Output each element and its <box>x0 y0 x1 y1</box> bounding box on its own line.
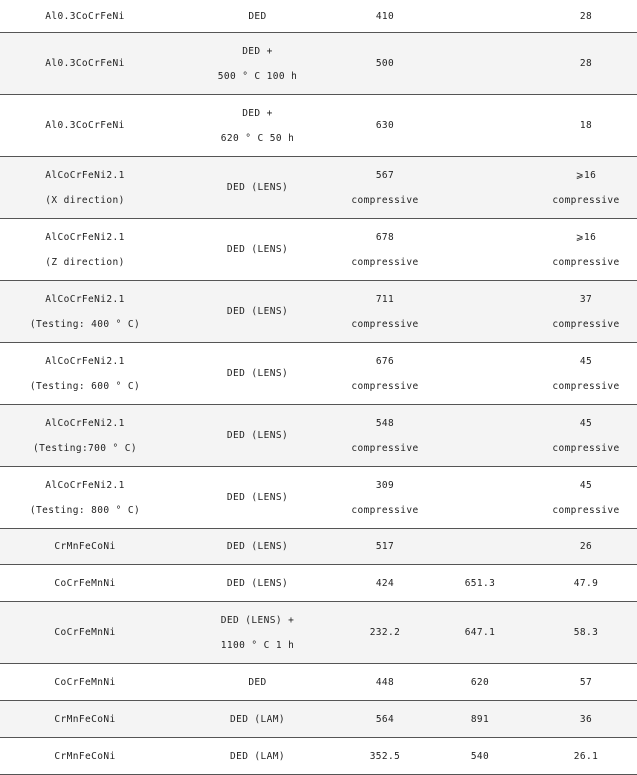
process-cell <box>170 701 345 738</box>
table-row <box>0 281 637 343</box>
alloy-cell-line: CrMnFeCoNi <box>54 541 116 552</box>
elongation-cell <box>535 565 637 602</box>
yield-strength-cell-line: 410 <box>375 10 395 22</box>
yield-strength-cell <box>345 219 425 281</box>
alloy-cell-line: AlCoCrFeNi2.1 <box>45 231 125 243</box>
process-cell-line: DED (LENS) <box>226 492 289 503</box>
yield-strength-cell <box>345 664 425 701</box>
process-cell <box>170 664 345 701</box>
alloy-cell-line: Al0.3CoCrFeNi <box>45 58 125 69</box>
tensile-strength-cell <box>425 405 535 467</box>
yield-strength-cell <box>345 529 425 565</box>
tensile-strength-cell <box>425 467 535 529</box>
yield-strength-cell-line: 352.5 <box>369 750 401 762</box>
elongation-cell-line: 45 <box>579 417 593 429</box>
elongation-cell-line: 45 <box>579 355 593 367</box>
alloy-cell-line: (Testing: 600 ° C) <box>29 380 141 392</box>
yield-strength-cell <box>345 602 425 664</box>
table-row <box>0 701 637 738</box>
table-row <box>0 664 637 701</box>
alloy-cell-line: (Testing: 400 ° C) <box>29 318 141 330</box>
elongation-cell-line: 26.1 <box>573 750 599 762</box>
alloy-cell-line: (Testing: 800 ° C) <box>29 504 141 516</box>
table-row <box>0 405 637 467</box>
yield-strength-cell <box>345 405 425 467</box>
elongation-cell-line: 37 <box>579 293 593 305</box>
process-cell <box>170 33 345 95</box>
elongation-cell-line: 47.9 <box>573 577 599 589</box>
process-cell <box>170 529 345 565</box>
table-row <box>0 529 637 565</box>
alloy-cell <box>0 565 170 602</box>
alloy-cell-line: (X direction) <box>45 194 125 206</box>
process-cell-line: DED (LAM) <box>229 713 286 725</box>
table-row <box>0 565 637 602</box>
alloy-cell <box>0 701 170 738</box>
alloy-cell <box>0 157 170 219</box>
yield-strength-cell-line: compressive <box>351 318 419 330</box>
elongation-cell-line: 45 <box>579 479 593 491</box>
table-row <box>0 467 637 529</box>
elongation-cell-line: 57 <box>579 676 593 688</box>
yield-strength-cell-line: 711 <box>375 293 395 305</box>
process-cell-line: DED <box>248 676 267 688</box>
alloy-cell <box>0 602 170 664</box>
alloy-cell <box>0 33 170 95</box>
process-cell <box>170 157 345 219</box>
tensile-strength-cell <box>425 529 535 565</box>
tensile-strength-cell <box>425 701 535 738</box>
yield-strength-cell-line: compressive <box>351 256 419 268</box>
alloy-cell-line: (Z direction) <box>45 256 125 268</box>
yield-strength-cell <box>345 738 425 775</box>
process-cell-line: DED (LENS) + <box>220 614 295 626</box>
yield-strength-cell <box>345 701 425 738</box>
tensile-strength-cell <box>425 0 535 33</box>
elongation-cell <box>535 405 637 467</box>
elongation-cell <box>535 0 637 33</box>
process-cell-line: DED (LENS) <box>226 430 289 441</box>
elongation-cell-line: 36 <box>579 713 593 725</box>
yield-strength-cell-line: 309 <box>375 479 395 491</box>
alloy-cell-line: (Testing:700 ° C) <box>32 442 138 454</box>
process-cell <box>170 405 345 467</box>
table-row <box>0 157 637 219</box>
elongation-cell-line: compressive <box>552 442 620 454</box>
process-cell <box>170 565 345 602</box>
alloy-cell <box>0 738 170 775</box>
tensile-strength-cell-line: 620 <box>470 676 490 688</box>
alloy-cell-line: CoCrFeMnNi <box>54 676 116 688</box>
yield-strength-cell-line: 548 <box>375 417 395 429</box>
elongation-cell-line: 18 <box>579 120 593 131</box>
process-cell-line: 500 ° C 100 h <box>217 70 298 82</box>
process-cell <box>170 0 345 33</box>
yield-strength-cell-line: 678 <box>375 231 395 243</box>
elongation-cell <box>535 664 637 701</box>
alloy-cell-line: Al0.3CoCrFeNi <box>45 10 125 22</box>
alloy-cell <box>0 95 170 157</box>
elongation-cell <box>535 738 637 775</box>
yield-strength-cell-line: 448 <box>375 676 395 688</box>
elongation-cell <box>535 95 637 157</box>
alloy-cell <box>0 343 170 405</box>
table-row <box>0 602 637 664</box>
alloy-cell <box>0 219 170 281</box>
elongation-cell-line: compressive <box>552 256 620 268</box>
alloy-cell-line: AlCoCrFeNi2.1 <box>45 169 125 181</box>
yield-strength-cell <box>345 33 425 95</box>
yield-strength-cell <box>345 95 425 157</box>
table-row <box>0 738 637 775</box>
tensile-strength-cell-line: 540 <box>470 750 490 762</box>
yield-strength-cell-line: 676 <box>375 355 395 367</box>
yield-strength-cell-line: 424 <box>375 577 395 589</box>
yield-strength-cell-line: compressive <box>351 504 419 516</box>
elongation-cell <box>535 343 637 405</box>
process-cell-line: 620 ° C 50 h <box>220 132 295 144</box>
alloy-cell-line: CoCrFeMnNi <box>54 627 116 638</box>
yield-strength-cell <box>345 0 425 33</box>
elongation-cell <box>535 157 637 219</box>
elongation-cell-line: compressive <box>552 504 620 516</box>
yield-strength-cell-line: 517 <box>375 541 395 552</box>
alloy-cell <box>0 467 170 529</box>
table-row <box>0 0 637 33</box>
elongation-cell-line: 58.3 <box>573 627 599 638</box>
elongation-cell-line: compressive <box>552 194 620 206</box>
tensile-strength-cell <box>425 95 535 157</box>
process-cell <box>170 343 345 405</box>
elongation-cell-line: ⩾16 <box>575 169 597 181</box>
process-cell-line: DED (LENS) <box>226 306 289 317</box>
tensile-strength-cell <box>425 565 535 602</box>
yield-strength-cell <box>345 343 425 405</box>
process-cell <box>170 738 345 775</box>
process-cell-line: DED + <box>242 45 273 57</box>
table-row <box>0 343 637 405</box>
elongation-cell <box>535 529 637 565</box>
alloy-cell-line: CoCrFeMnNi <box>54 577 116 589</box>
yield-strength-cell-line: compressive <box>351 194 419 206</box>
elongation-cell <box>535 467 637 529</box>
process-cell <box>170 602 345 664</box>
table-row <box>0 219 637 281</box>
tensile-strength-cell <box>425 343 535 405</box>
tensile-strength-cell-line: 647.1 <box>464 627 496 638</box>
elongation-cell <box>535 219 637 281</box>
elongation-cell <box>535 701 637 738</box>
tensile-strength-cell <box>425 157 535 219</box>
yield-strength-cell-line: 630 <box>375 120 395 131</box>
alloy-cell <box>0 529 170 565</box>
elongation-cell <box>535 602 637 664</box>
tensile-strength-cell <box>425 664 535 701</box>
yield-strength-cell-line: compressive <box>351 442 419 454</box>
alloy-cell <box>0 0 170 33</box>
yield-strength-cell-line: 232.2 <box>369 627 401 638</box>
alloy-cell <box>0 405 170 467</box>
tensile-strength-cell-line: 651.3 <box>464 577 496 589</box>
yield-strength-cell <box>345 467 425 529</box>
alloy-cell-line: AlCoCrFeNi2.1 <box>45 355 125 367</box>
alloy-cell-line: AlCoCrFeNi2.1 <box>45 293 125 305</box>
process-cell <box>170 281 345 343</box>
table-row <box>0 95 637 157</box>
process-cell-line: DED + <box>242 107 273 119</box>
process-cell-line: DED (LENS) <box>226 368 289 379</box>
tensile-strength-cell <box>425 33 535 95</box>
process-cell-line: DED (LENS) <box>226 541 289 552</box>
alloy-cell-line: CrMnFeCoNi <box>54 750 116 762</box>
table-row <box>0 33 637 95</box>
elongation-cell-line: compressive <box>552 380 620 392</box>
process-cell <box>170 95 345 157</box>
tensile-strength-cell <box>425 281 535 343</box>
process-cell-line: DED <box>248 10 267 22</box>
process-cell-line: 1100 ° C 1 h <box>220 639 295 651</box>
elongation-cell-line: ⩾16 <box>575 231 597 243</box>
elongation-cell-line: 26 <box>579 541 593 552</box>
yield-strength-cell <box>345 565 425 602</box>
tensile-strength-cell <box>425 738 535 775</box>
alloy-cell-line: AlCoCrFeNi2.1 <box>45 479 125 491</box>
process-cell-line: DED (LAM) <box>229 750 286 762</box>
elongation-cell-line: compressive <box>552 318 620 330</box>
yield-strength-cell-line: 567 <box>375 169 395 181</box>
alloy-cell-line: CrMnFeCoNi <box>54 713 116 725</box>
alloy-cell <box>0 664 170 701</box>
tensile-strength-cell <box>425 602 535 664</box>
tensile-strength-cell <box>425 219 535 281</box>
process-cell <box>170 467 345 529</box>
yield-strength-cell <box>345 281 425 343</box>
yield-strength-cell-line: compressive <box>351 380 419 392</box>
alloy-cell-line: Al0.3CoCrFeNi <box>45 120 125 131</box>
process-cell-line: DED (LENS) <box>226 182 289 193</box>
process-cell-line: DED (LENS) <box>226 577 289 589</box>
yield-strength-cell-line: 500 <box>375 58 395 69</box>
process-cell-line: DED (LENS) <box>226 244 289 255</box>
yield-strength-cell <box>345 157 425 219</box>
elongation-cell <box>535 281 637 343</box>
elongation-cell-line: 28 <box>579 58 593 69</box>
alloy-cell <box>0 281 170 343</box>
tensile-strength-cell-line: 891 <box>470 713 490 725</box>
yield-strength-cell-line: 564 <box>375 713 395 725</box>
elongation-cell <box>535 33 637 95</box>
process-cell <box>170 219 345 281</box>
alloy-cell-line: AlCoCrFeNi2.1 <box>45 417 125 429</box>
elongation-cell-line: 28 <box>579 10 593 22</box>
